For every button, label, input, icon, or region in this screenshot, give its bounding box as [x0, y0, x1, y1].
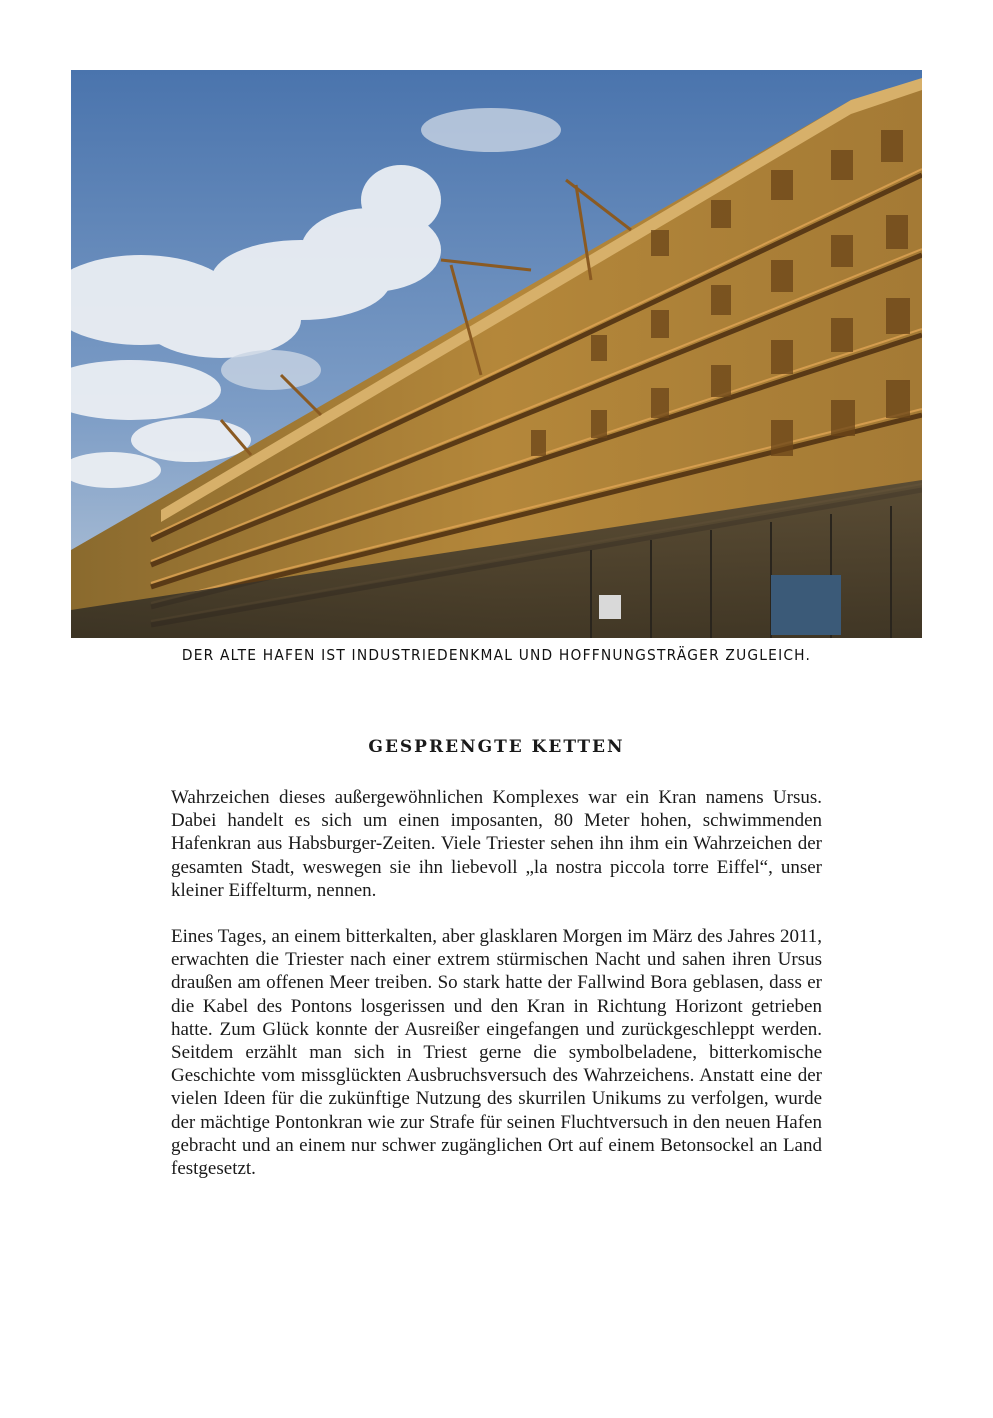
- harbor-warehouse-photo: [71, 70, 922, 638]
- paragraph: Wahrzeichen dieses außergewöhnlichen Komplexes war ein Kran namens Ursus. Dabei handelt es sich um einen imposanten, 80 Meter hohen, schwimmenden Hafenkran aus Habsburger-Zeiten. Viele Triester sehen ihn ihm ein Wahrzeichen der gesamten Stadt, weswegen sie ihn liebevoll „la nostra piccola torre Eiffel“, unser kleiner Eiffelturm, nennen.: [171, 787, 822, 901]
- photo-caption: DER ALTE HAFEN IST INDUSTRIEDENKMAL UND HOFFNUNGSTRÄGER ZUGLEICH.: [181, 646, 812, 664]
- section-heading: GESPRENGTE KETTEN: [368, 737, 625, 757]
- article-body: [171, 786, 822, 1203]
- paragraph: Eines Tages, an einem bitterkalten, aber glasklaren Morgen im März des Jahres 2011, erwachten die Triester nach einer extrem stürmischen Nacht und sahen ihren Ursus draußen am offenen Meer treiben. So stark hatte der Fallwind Bora geblasen, dass er die Kabel des Pontons losgerissen und den Kran in Richtung Horizont getrieben hatte. Zum Glück konnte der Ausreißer eingefangen und zurückgeschleppt werden. Seitdem erzählt man sich in Triest gerne die symbolbeladene, bitterkomische Geschichte vom missglückten Ausbruchsversuch des Wahrzeichens. Anstatt eine der vielen Ideen für die zukünftige Nutzung des skurrilen Unikums zu verfolgen, wurde der mächtige Pontonkran wie zur Strafe für seinen Fluchtversuch in den neuen Hafen gebracht und an einem nur schwer zugänglichen Ort auf einem Betonsockel an Land festgesetzt.: [171, 926, 822, 1180]
